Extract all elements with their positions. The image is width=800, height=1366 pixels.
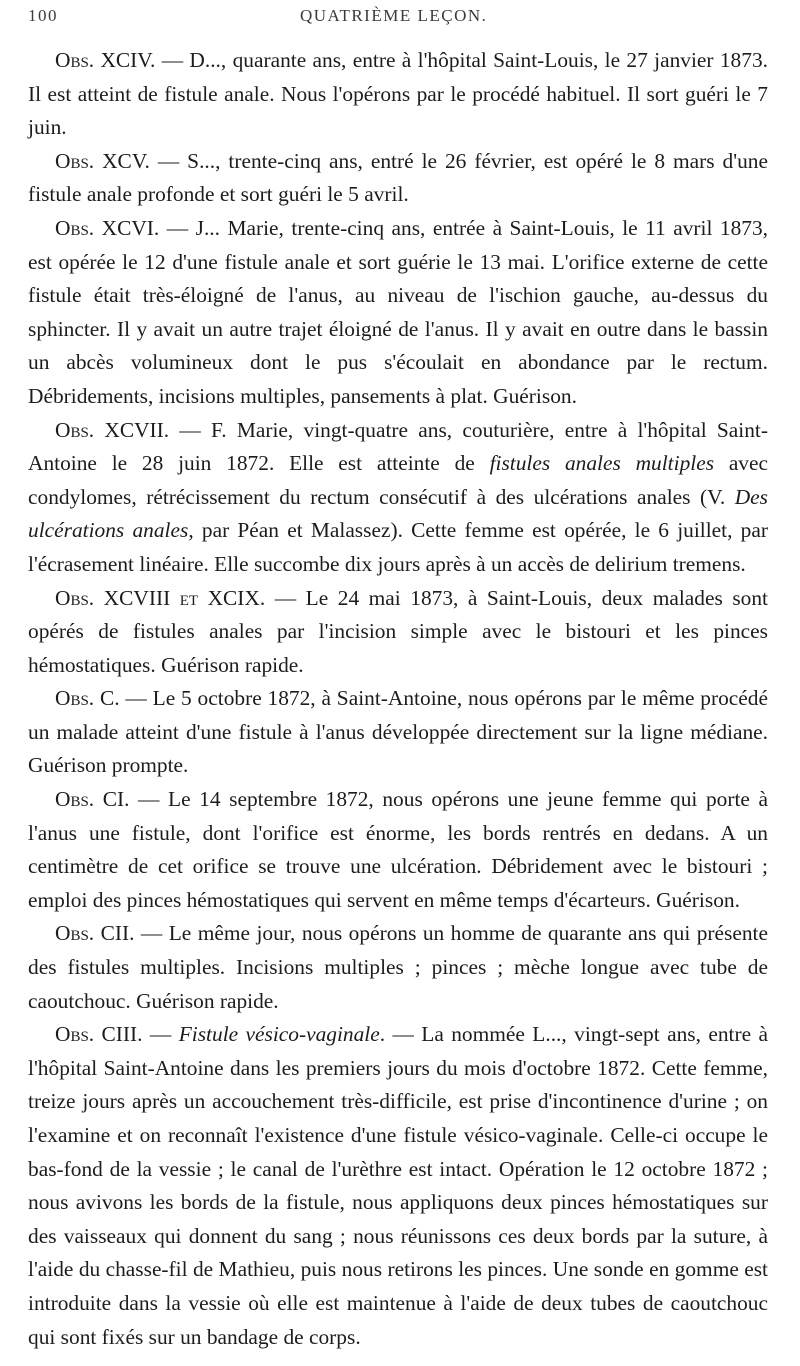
paragraph-text: — Le 14 septembre 1872, nous opérons une jeune femme qui porte à l'anus une fistule, dont l'orifice est énorme, les bords rentrés en dedans. A un centimètre de cet orifice se trouve une ulcération. Débridement avec le bistouri ; emploi des pinces hémostatiques qui servent en même temps d'écarteurs. Guérison. [28,787,768,912]
observation-paragraph [28,44,768,145]
observation-paragraph [28,145,768,212]
italic-text: fistules anales multiples [489,451,715,476]
observation-paragraph [28,1018,768,1354]
paragraph-text: — Le 24 mai 1873, à Saint-Louis, deux malades sont opérés de fistules anales par l'incision simple avec le bistouri et les pinces hémostatiques. Guérison rapide. [28,585,768,677]
observation-label: Obs. XCVIII et XCIX. [55,585,266,610]
observation-paragraph [28,414,768,582]
observation-paragraph [28,582,768,683]
observation-label: Obs. CI. [55,787,130,812]
observation-label: Obs. XCV. [55,148,150,173]
observation-label: Obs. CIII. [55,1022,143,1047]
observation-paragraph [28,212,768,414]
observation-label: Obs. C. [55,686,120,711]
paragraph-text: — [142,1022,179,1047]
paragraph-text: — Le même jour, nous opérons un homme de quarante ans qui présente des fistules multiples. Incisions multiples ; pinces ; mèche longue avec tube de caoutchouc. Guérison rapide. [28,921,768,1013]
running-title: QUATRIÈME LEÇON. [300,6,488,25]
paragraph-text: — F. Marie, vingt-quatre ans, couturière, entre à l'hôpital Saint-Antoine le 28 juin 1872. Elle est atteinte de [28,417,768,476]
body-text [28,44,768,1354]
italic-text: Fistule vésico-vaginale [178,1022,380,1047]
observation-paragraph [28,917,768,1018]
paragraph-text: — D..., quarante ans, entre à l'hôpital Saint-Louis, le 27 janvier 1873. Il est atteint de fistule anale. Nous l'opérons par le procédé habituel. Il sort guéri le 7 juin. [28,48,768,140]
observation-paragraph [28,783,768,917]
paragraph-text: avec condylomes, rétrécissement du rectum consécutif à des ulcérations anales (V. [28,451,768,509]
paragraph-text: — J... Marie, trente-cinq ans, entrée à Saint-Louis, le 11 avril 1873, est opérée le 12 d'une fistule anale et sort guérie le 13 mai. L'orifice externe de cette fistule était très-éloigné de l'anus, au niveau de l'ischion gauche, au-dessus du sphincter. Il y avait un autre trajet éloigné de l'anus. Il y avait en outre dans le bassin un abcès volumineux dont le pus s'écoulait en abondance par le rectum. Débridements, incisions multiples, pansements à plat. Guérison. [28,215,769,408]
paragraph-text: — S..., trente-cinq ans, entré le 26 février, est opéré le 8 mars d'une fistule anale profonde et sort guéri le 5 avril. [28,148,768,207]
observation-label: Obs. CII. [55,921,135,946]
paragraph-text: . — La nommée L..., vingt-sept ans, entre à l'hôpital Saint-Antoine dans les premiers jours du mois d'octobre 1872. Cette femme, treize jours après un accouchement très-difficile, est prise d'incontinence d'urine ; on l'examine et on reconnaît l'existence d'une fistule vésico-vaginale. Celle-ci occupe le bas-fond de la vessie ; le canal de l'urèthre est intact. Opération le 12 octobre 1872 ; nous avivons les bords de la fistule, nous appliquons deux pinces hémostatiques sur des vaisseaux qui donnent du sang ; nous réunissons ces deux bords par la suture, à l'aide du chasse-fil de Mathieu, puis nous retirons les pinces. Une sonde en gomme est introduite dans la vessie où elle est maintenue à l'aide de deux tubes de caoutchouc qui sont fixés sur un bandage de corps. [28,1022,768,1349]
observation-label: Obs. XCVII. [55,417,170,442]
observation-paragraph [28,682,768,783]
paragraph-text: , par Péan et Malassez). Cette femme est opérée, le 6 juillet, par l'écrasement linéaire. Elle succombe dix jours après à un accès de delirium tremens. [28,518,768,576]
page-header [28,6,768,36]
observation-label: Obs. XCIV. [55,48,156,72]
page-number: 100 [28,6,58,25]
observation-label: Obs. XCVI. [55,215,160,240]
italic-text: Des ulcérations anales [28,484,768,543]
paragraph-text: — Le 5 octobre 1872, à Saint-Antoine, nous opérons par le même procédé un malade atteint d'une fistule à l'anus développée directement sur la ligne médiane. Guérison prompte. [28,686,768,778]
